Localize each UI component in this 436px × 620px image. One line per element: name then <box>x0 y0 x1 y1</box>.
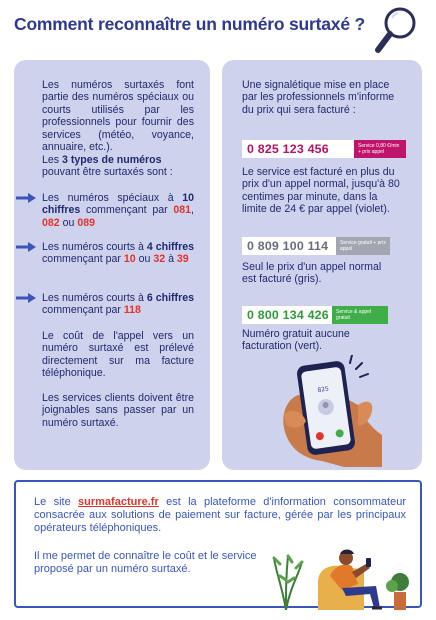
bullet-item-4-chiffres: Les numéros courts à 4 chiffres commençant par 10 ou 32 à 39 <box>42 241 194 266</box>
cost-text: Le coût de l'appel vers un numéro surtaxé est prélevé directement sur ma facture téléphonique. <box>42 330 194 380</box>
info-paragraph-1: Le site surmafacture.fr est la plateforme d'information consommateur consacrée aux solutions de paiement sur facture, gérée par les principaux opérateurs téléphoniques. <box>34 496 406 535</box>
info-paragraph-2: Il me permet de connaître le coût et le service proposé par un numéro surtaxé. <box>34 550 257 576</box>
types-text: Les 3 types de numéros pouvant être surtaxés sont : <box>42 154 173 179</box>
free-number-badge: 0 800 134 426 Service & appel gratuit <box>242 306 388 324</box>
signage-intro-text: Une signalétique mise en place par les professionnels m'informe du prix qui sera facturé : <box>242 79 395 116</box>
arrow-right-icon <box>16 193 36 203</box>
magnifier-icon <box>364 4 422 56</box>
intro-text: Les numéros surtaxés font partie des numéros spéciaux ou courts utilisés par les professionnels pour fournir des services (météo, voyance, annuaire, etc.). <box>42 79 194 154</box>
phone-screen-number: 825 <box>316 385 330 394</box>
price-tag: Service 0,80 €/min + prix appel <box>354 140 406 158</box>
surcharged-number-badge: 0 825 123 456 Service 0,80 €/min + prix appel <box>242 140 406 158</box>
services-text: Les services clients doivent être joignables sans passer par un numéro surtaxé. <box>42 392 194 429</box>
bullet-item-6-chiffres: Les numéros courts à 6 chiffres commençant par 118 <box>42 292 194 317</box>
violet-description: Le service est facturé en plus du prix d'un appel normal, jusqu'à 80 centimes par minute, dans la limite de 24 € par appel (violet). <box>242 166 400 216</box>
person-on-phone-illustration <box>272 536 412 610</box>
page-title: Comment reconnaître un numéro surtaxé ? <box>14 14 366 34</box>
surmafacture-link[interactable]: surmafacture.fr <box>78 496 159 508</box>
free-service-number-badge: 0 809 100 114 Service gratuit + prix appel <box>242 237 390 255</box>
arrow-right-icon <box>16 293 36 303</box>
arrow-right-icon <box>16 242 36 252</box>
price-tag: Service gratuit + prix appel <box>336 237 390 255</box>
green-description: Numéro gratuit aucune facturation (vert). <box>242 328 350 353</box>
bullet-item-10-chiffres: Les numéros spéciaux à 10 chiffres commençant par 081, 082 ou 089 <box>42 192 194 229</box>
grey-description: Seul le prix d'un appel normal est facturé (gris). <box>242 261 382 286</box>
phone-hand-illustration <box>262 355 382 467</box>
price-tag: Service & appel gratuit <box>332 306 388 324</box>
